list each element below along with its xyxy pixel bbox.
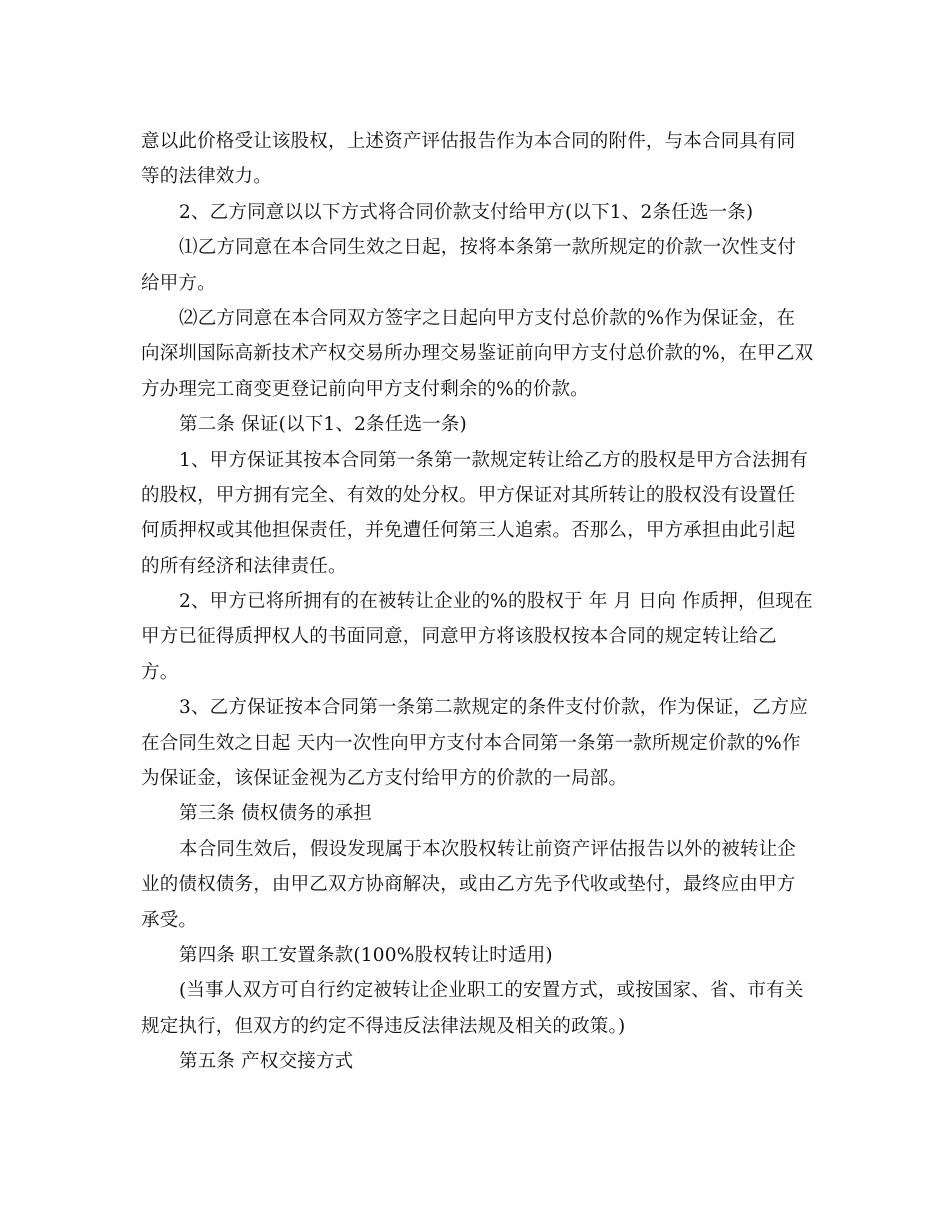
text-line: 的所有经济和法律责任。 (141, 555, 347, 577)
text-line: 2、甲方已将所拥有的在被转让企业的%的股权于 年 月 日向 作质押，但现在 (179, 591, 813, 613)
text-line: 的股权，甲方拥有完全、有效的处分权。甲方保证对其所转让的股权没有设置任 (141, 484, 796, 506)
text-line: 第二条 保证(以下1、2条任选一条) (179, 414, 467, 436)
text-line: ⑴乙方同意在本合同生效之日起，按将本条第一款所规定的价款一次性支付 (179, 237, 797, 259)
text-line: 为保证金，该保证金视为乙方支付给甲方的价款的一局部。 (141, 768, 628, 790)
text-line: 承受。 (141, 909, 198, 931)
contract-text (141, 124, 821, 1080)
text-line: (当事人双方可自行约定被转让企业职工的安置方式，或按国家、省、市有关 (179, 980, 804, 1002)
text-line: 第三条 债权债务的承担 (179, 803, 373, 825)
text-line: 3、乙方保证按本合同第一条第二款规定的条件支付价款，作为保证，乙方应 (179, 697, 809, 719)
text-line: 在合同生效之日起 天内一次性向甲方支付本合同第一条第一款所规定价款的%作 (141, 732, 801, 754)
text-line: 意以此价格受让该股权，上述资产评估报告作为本合同的附件，与本合同具有同 (141, 131, 796, 152)
text-line: ⑵乙方同意在本合同双方签字之日起向甲方支付总价款的%作为保证金，在 (179, 307, 796, 329)
text-line: 甲方已征得质押权人的书面同意，同意甲方将该股权按本合同的规定转让给乙 (141, 626, 777, 648)
text-line: 第五条 产权交接方式 (179, 1051, 354, 1073)
text-line: 1、甲方保证其按本合同第一条第一款规定转让给乙方的股权是甲方合法拥有 (179, 449, 809, 471)
text-line: 何质押权或其他担保责任，并免遭任何第三人追索。否那么，甲方承担由此引起 (141, 520, 796, 542)
text-line: 第四条 职工安置条款(100%股权转让时适用) (179, 944, 553, 966)
text-line: 方。 (141, 661, 179, 683)
text-line: 等的法律效力。 (141, 166, 272, 188)
text-line: 业的债权债务，由甲乙双方协商解决，或由乙方先予代收或垫付，最终应由甲方 (141, 874, 796, 896)
text-line: 方办理完工商变更登记前向甲方支付剩余的%的价款。 (141, 378, 589, 400)
text-line: 给甲方。 (141, 272, 216, 294)
text-line: 本合同生效后，假设发现属于本次股权转让前资产评估报告以外的被转让企 (179, 838, 797, 860)
text-line: 规定执行，但双方的约定不得违反法律法规及相关的政策。) (141, 1015, 626, 1037)
text-line: 向深圳国际高新技术产权交易所办理交易鉴证前向甲方支付总价款的%，在甲乙双 (141, 343, 814, 365)
text-line: 2、乙方同意以以下方式将合同价款支付给甲方(以下1、2条任选一条) (179, 201, 754, 223)
